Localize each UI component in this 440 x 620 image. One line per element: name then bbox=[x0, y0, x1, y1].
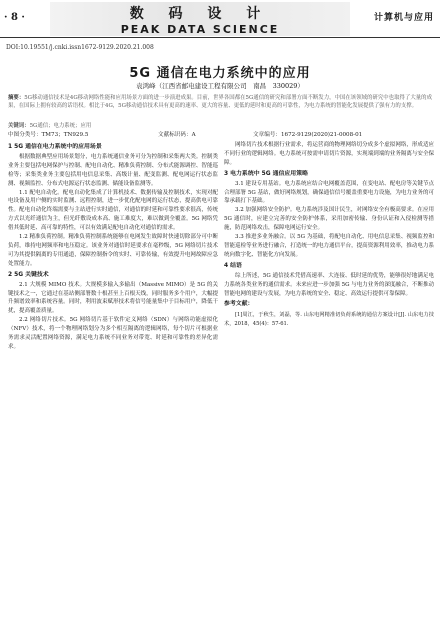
abstract-text: 5G移动通信技术是4G移动网络性能和应用场景方面的进一步演进成果。目前，世界各国都在5G通信的研究和部署方面不断发力，中国在该领域的研究中也取得了大量的成果，在国际上拥有较高的话语权。相比于4G，5G移动通信技术具有更高的速率、更大的容量、更低的延时和更高的可靠性，为电力系统的智能化发展提供了强有力的支撑。 bbox=[8, 95, 432, 110]
body-column-left bbox=[8, 141, 218, 352]
body-paragraph: 3.1 建设专用基站。电力系统应结合电网覆盖范围，在变电站、配电房等关键节点合理部署 5G 基站，做好网络规划，确保通信信号覆盖重要电力设施，为电力业务的可靠承载打下基础。 bbox=[224, 180, 434, 205]
body-paragraph: 2.1 大规模 MIMO 技术。大规模多输入多输出（Massive MIMO）是 5G 的关键技术之一，它通过在基站侧部署数十根甚至上百根天线，同时服务多个用户，大幅提升频谱效率和系统容量。同时，利用波束赋形技术将信号能量集中于目标用户，降低干扰，提高覆盖质量。 bbox=[8, 281, 218, 315]
page-header bbox=[0, 0, 440, 44]
document-code: 文献标识码：A bbox=[158, 132, 196, 138]
keywords-label: 关键词： bbox=[8, 123, 30, 129]
header-divider bbox=[0, 37, 440, 38]
section-name: 计算机与应用 bbox=[373, 13, 434, 23]
body-column-right bbox=[224, 141, 434, 329]
reference-entry: [1]周江，于秋生，刘磊，等. 山东电网精准切负荷系统的通信方案设计[J]. 山东电力技术，2018，45(4)：57-61. bbox=[224, 312, 434, 328]
section-heading: 2 5G 关键技术 bbox=[8, 271, 49, 278]
body-paragraph: 1.1 配电自动化。配电自动化集成了计算机技术、数据传输及控制技术，实现对配电设备及用户侧的实时监测、远程控制，进一步优化配电网的运行状态，提高供电可靠性。配电自动化终端需要与主站进行实时通信，对通信的时延和可靠性要求很高，传统方式以光纤通信为主，但光纤敷设成本高、施工难度大，难以做到全覆盖。5G 网络凭借其低时延、高可靠的特性，可以有效满足配电自动化对通信的需求。 bbox=[8, 189, 218, 232]
abstract bbox=[8, 94, 432, 120]
section-heading: 1 5G 通信在电力系统中的应用场景 bbox=[8, 144, 102, 150]
keywords-text: 5G通信；电力系统；应用 bbox=[29, 123, 92, 129]
journal-masthead bbox=[50, 2, 350, 36]
body-paragraph: 综上所述，5G 通信技术凭借高速率、大连接、低时延的优势，能够很好地满足电力系统各类业务的通信需求。未来应进一步加强 5G 与电力业务的深度融合，不断推动智能电网的建设与发展，为电力系统的安全、稳定、高效运行提供可靠保障。 bbox=[224, 272, 434, 297]
body-paragraph: 网络切片技术根据行业需求，将运营商的物理网络切分成多个虚拟网络，形成适应不同行业的逻辑网络。电力系统可按需申请切片资源，实现端到端的业务隔离与安全保障。 bbox=[224, 142, 434, 166]
classification-codes bbox=[8, 130, 432, 139]
body-paragraph: 根据数据典型应用场景划分，电力系统通信业务可分为控制和采集两大类。控制类业务主要包括电网保护与控制、配电自动化、精准负荷控制、分布式能源调控、智能巡检等；采集类业务主要包括用电信息采集、高级计量、配变监测、配电网运行状态监测、视频监控、分布式电源运行状态监测、储能设备监测等。 bbox=[8, 153, 218, 187]
body-paragraph: 2.2 网络切片技术。5G 网络切片基于软件定义网络（SDN）与网络功能虚拟化（NFV）技术，将一个物理网络划分为多个相互隔离的逻辑网络，每个切片可根据业务需求灵活配置网络资源，满足电力系统不同业务对带宽、时延和可靠性的差异化需求。 bbox=[8, 317, 218, 350]
section-heading: 参考文献： bbox=[224, 301, 254, 308]
body-paragraph: 1.2 精准负荷控制。精准负荷控制系统能够在电网发生故障时快速切除部分可中断负荷，维持电网频率和电压稳定。该业务对通信时延要求在毫秒级，5G 网络切片技术可为其提供隔离的专用通道，保障控制指令的实时、可靠传输，有效提升电网故障应急处置能力。 bbox=[8, 234, 218, 267]
journal-name-cn: 数 码 设 计 bbox=[129, 6, 271, 22]
section-heading: 3 电力系统中 5G 通信应用策略 bbox=[224, 170, 308, 177]
author-line: 袁鸿峰（江西省邮电建设工程有限公司 南昌 330029） bbox=[136, 82, 304, 90]
clc-number: 中图分类号：TM73；TN929.5 bbox=[8, 132, 89, 138]
journal-name-en: PEAK DATA SCIENCE bbox=[120, 23, 280, 36]
body-paragraph: 3.3 推进多业务融合。以 5G 为基础，将配电自动化、用电信息采集、视频监控和智能巡检等业务进行融合，打造统一的电力通信平台，提高资源利用效率，推动电力系统向数字化、智能化方向发展。 bbox=[224, 234, 434, 258]
article-title: 5G 通信在电力系统中的应用 bbox=[129, 66, 311, 81]
doi-line: DOI:10.19551/j.cnki.issn1672-9129.2020.21.008 bbox=[6, 44, 154, 51]
section-heading: 4 结语 bbox=[224, 262, 242, 269]
keywords bbox=[8, 121, 432, 129]
page-number: · 8 · bbox=[4, 12, 25, 23]
body-paragraph: 3.2 加强网络安全防护。电力系统涉及国计民生，对网络安全有极高要求。在应用 5G 通信时，应建立完善的安全防护体系，采用加密传输、身份认证和入侵检测等措施，防范网络攻击，保障电网运行安全。 bbox=[224, 207, 434, 232]
abstract-label: 摘要： bbox=[8, 95, 25, 101]
article-number: 文章编号：1672-9129(2020)21-0008-01 bbox=[253, 132, 363, 138]
